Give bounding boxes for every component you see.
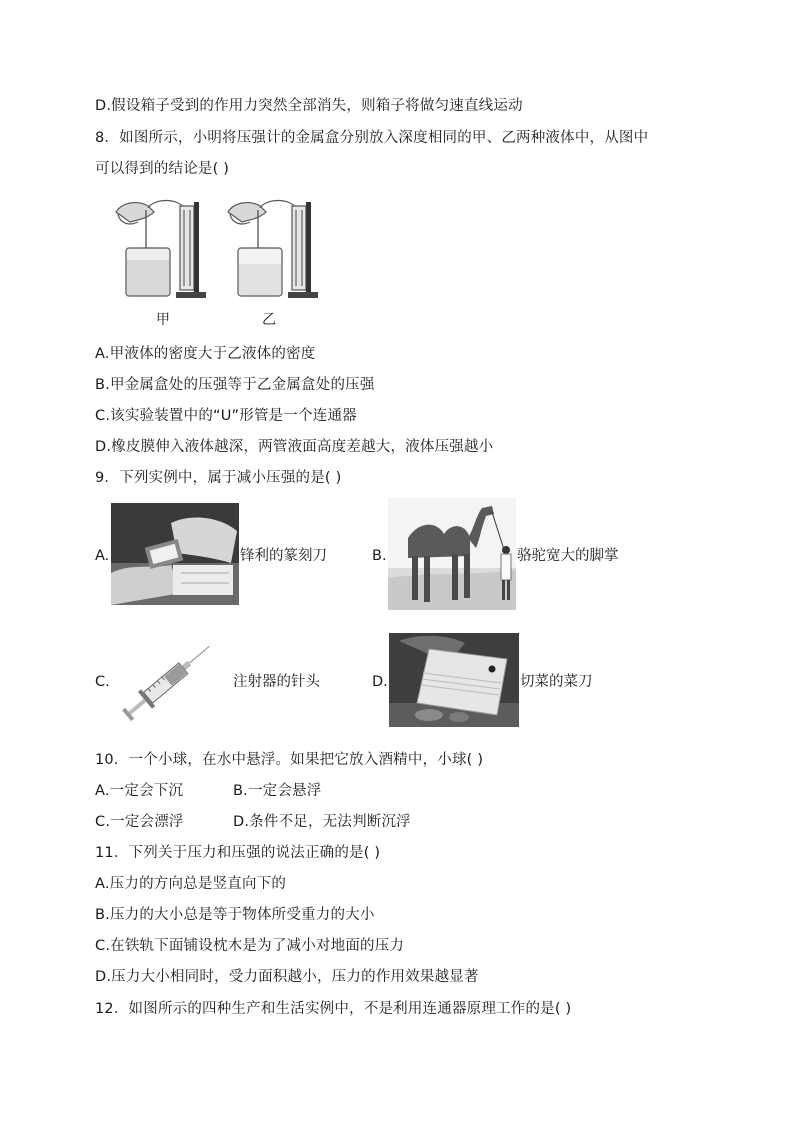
q9-stem: 9．下列实例中，属于减小压强的是( ) <box>95 470 342 486</box>
q9-option-c-text: 注射器的针头 <box>233 674 320 690</box>
q10-option-c: C.一定会漂浮 <box>95 814 184 830</box>
q9-option-a-letter: A. <box>95 548 110 564</box>
q11-option-c: C.在铁轨下面铺设枕木是为了减小对地面的压力 <box>95 938 405 954</box>
kitchen-knife-photo <box>389 633 519 727</box>
q11-option-a: A.压力的方向总是竖直向下的 <box>95 876 287 892</box>
q9-option-b-letter: B. <box>372 548 387 564</box>
figure-label-yi: 乙 <box>262 312 276 328</box>
q8-option-d: D.橡皮膜伸入液体越深，两管液面高度差越大，液体压强越小 <box>95 439 494 455</box>
q10-option-d: D.条件不足，无法判断沉浮 <box>233 814 411 830</box>
q9-option-c-letter: C. <box>95 674 110 690</box>
figure-label-jia: 甲 <box>156 312 170 328</box>
q9-option-b-text: 骆驼宽大的脚掌 <box>517 548 619 564</box>
q12-stem: 12．如图所示的四种生产和生活实例中，不是利用连通器原理工作的是( ) <box>95 1001 572 1017</box>
q10-stem: 10．一个小球，在水中悬浮。如果把它放入酒精中，小球( ) <box>95 752 484 768</box>
q8-option-a: A.甲液体的密度大于乙液体的密度 <box>95 346 316 362</box>
camel-photo <box>388 498 516 610</box>
q8-option-c: C.该实验装置中的“U”形管是一个连通器 <box>95 408 357 424</box>
carving-knife-photo <box>111 503 239 605</box>
q10-option-b: B.一定会悬浮 <box>233 783 322 799</box>
q11-option-d: D.压力大小相同时，受力面积越小，压力的作用效果越显著 <box>95 969 479 985</box>
q7-option-d: D.假设箱子受到的作用力突然全部消失，则箱子将做匀速直线运动 <box>95 98 523 114</box>
q10-option-a: A.一定会下沉 <box>95 783 184 799</box>
q8-stem-line1: 8．如图所示，小明将压强计的金属盒分别放入深度相同的甲、乙两种液体中，从图中 <box>95 130 649 146</box>
q11-stem: 11．下列关于压力和压强的说法正确的是( ) <box>95 845 381 861</box>
q9-option-d-text: 切菜的菜刀 <box>520 674 593 690</box>
q8-option-b: B.甲金属盒处的压强等于乙金属盒处的压强 <box>95 377 375 393</box>
pressure-gauge-figure <box>108 196 328 308</box>
q8-stem-line2: 可以得到的结论是( ) <box>95 161 230 177</box>
q11-option-b: B.压力的大小总是等于物体所受重力的大小 <box>95 907 375 923</box>
q9-option-a-text: 锋利的篆刻刀 <box>240 548 327 564</box>
q9-option-d-letter: D. <box>372 674 388 690</box>
syringe-image <box>112 632 224 730</box>
